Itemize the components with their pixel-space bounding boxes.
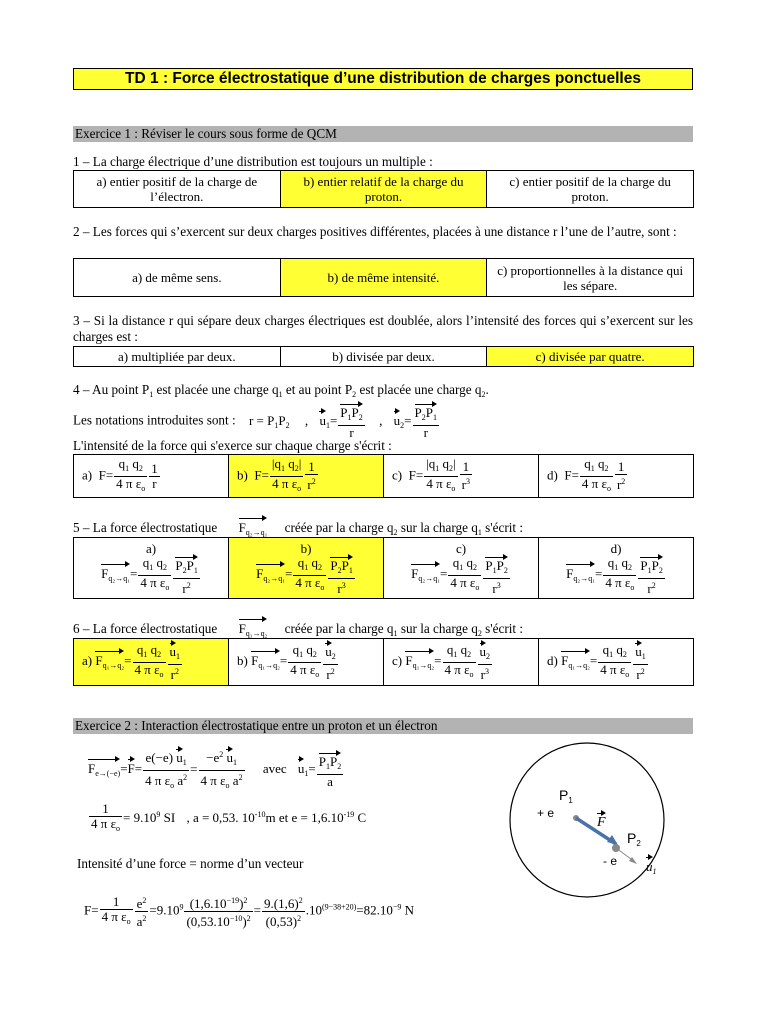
ex2-force-formula: $F_{e\to(-e)}=F=$ $\frac{e(-e) u_1}{4 \pi \varepsilon_o a^2}$ = $\frac{-e^2 u_1}{4 \pi \varepsilon_o a^2}$ avec $u_1=$ $\frac{P_1P_2}{a}$ [88,750,342,790]
q4-choice-a[interactable]: a) F= $\frac{q_1 q_2}{4 \pi \varepsilon_o}$ $\frac{1}{r}$ [74,455,229,498]
q2-choice-c[interactable]: c) proportionnelles à la distance qui les sépare. [487,259,694,297]
q4-choice-c[interactable]: c) F= $\frac{|q_1 q_2|}{4 \pi \varepsilon_o}$ $\frac{1}{r^3}$ [384,455,539,498]
ex2-constants: $\frac{1}{4 \pi \varepsilon_o}$ = $9.10^9$ SI , a = 0,53. $10^{-10}m$ et $e = 1,6.10^{-19}$ C [91,801,367,833]
exercise-2-header: Exercice 2 : Interaction électrostatique entre un proton et un électron [73,718,693,734]
label-minus-e: - e [603,854,618,868]
q4-choice-d[interactable]: d) F= $\frac{q_1 q_2}{4 \pi \varepsilon_o}$ $\frac{1}{r^2}$ [539,455,694,498]
question-4-intensity: L'intensité de la force qui s'exerce sur chaque charge s'écrit : [73,438,392,453]
question-3: 3 – Si la distance r qui sépare deux charges électriques est doublée, alors l’intensité des forces qui s’exercent sur les charges est : [73,313,693,344]
label-p1: $P_1$ [559,787,573,805]
q6-choice-d[interactable]: d) $F_{q_1\to q_2}=$ $\frac{q_1 q_2}{4 \pi \varepsilon_o}$ $\frac{u_1}{r^2}$ [539,639,694,686]
question-3-choices [73,346,694,367]
q5-choice-a[interactable]: a) $F_{q_2\to q_1}=$ $\frac{q_1 q_2}{4 \pi \varepsilon_o}$ $\frac{P_2P_1}{r^2}$ [74,538,229,599]
question-4: 4 – Au point $P_1$ est placée une charge $q_1$ et au point $P_2$ est placée une charge $q_2$. [73,382,489,399]
label-plus-e: + e [537,806,555,820]
question-1: 1 – La charge électrique d’une distribution est toujours un multiple : [73,154,433,169]
orbit-circle [510,743,664,897]
question-2: 2 – Les forces qui s’exercent sur deux charges positives différentes, placées à une distance r l’une de l’autre, sont : [73,224,677,239]
question-4-choices [73,454,694,498]
q6-choice-a[interactable]: a) $F_{q_1\to q_2}=$ $\frac{q_1 q_2}{4 \pi \varepsilon_o}$ $\frac{u_1}{r^2}$ [74,639,229,686]
label-force: F [597,812,606,831]
question-6: 6 – La force électrostatique $F_{q_1\to q_2}$ créée par la charge $q_1$ sur la charge $q_2$ s'écrit : [73,618,523,642]
q1-choice-a[interactable]: a) entier positif de la charge de l’électron. [74,171,281,208]
q5-choice-d[interactable]: d) $F_{q_2\to q_1}=$ $\frac{q_1 q_2}{4 \pi \varepsilon_o}$ $\frac{P_1P_2}{r^2}$ [539,538,694,599]
label-p2: $P_2$ [627,830,641,848]
q1-choice-c[interactable]: c) entier positif de la charge du proton. [487,171,694,208]
question-2-choices [73,258,694,297]
q2-choice-b[interactable]: b) de même intensité. [280,259,487,297]
question-6-choices [73,638,694,686]
q5-choice-b[interactable]: b) $F_{q_2\to q_1}=$ $\frac{q_1 q_2}{4 \pi \varepsilon_o}$ $\frac{P_2P_1}{r^3}$ [229,538,384,599]
q6-choice-b[interactable]: b) $F_{q_1\to q_2}=$ $\frac{q_1 q_2}{4 \pi \varepsilon_o}$ $\frac{u_2}{r^2}$ [229,639,384,686]
proton-electron-figure [490,740,690,900]
q5-choice-c[interactable]: c) $F_{q_2\to q_1}=$ $\frac{q_1 q_2}{4 \pi \varepsilon_o}$ $\frac{P_1P_2}{r^3}$ [384,538,539,599]
q3-choice-b[interactable]: b) divisée par deux. [280,347,487,367]
q3-choice-c[interactable]: c) divisée par quatre. [487,347,694,367]
q4-choice-b[interactable]: b) F= $\frac{|q_1 q_2|}{4 \pi \varepsilon_o}$ $\frac{1}{r^2}$ [229,455,384,498]
question-1-choices [73,170,694,208]
question-5-choices [73,537,694,599]
question-5: 5 – La force électrostatique $F_{q_2\to q_1}$ créée par la charge $q_2$ sur la charge $q_1$ s'écrit : [73,517,523,541]
q6-choice-c[interactable]: c) $F_{q_1\to q_2}=$ $\frac{q_1 q_2}{4 \pi \varepsilon_o}$ $\frac{u_2}{r^3}$ [384,639,539,686]
label-u1: $u_1$ [646,856,657,876]
q2-choice-a[interactable]: a) de même sens. [74,259,281,297]
q1-choice-b[interactable]: b) entier relatif de la charge du proton. [280,171,487,208]
question-4-notations: Les notations introduites sont : $r = P_1P_2$ , $u_1=$ $\frac{P_1P_2}{r}$ , $u_2=$ $\frac{P_2P_1}{r}$ [73,405,437,440]
ex2-intensity-formula: F= $\frac{1}{4 \pi \varepsilon_o}$ $\frac{e^2}{a^2}$ $=9.10^9$ $\frac{(1,6.10^{-19})^2}{(0,53.10^{-10})^2}$ = $\frac{9.(1,6)^2}{(0,53)^2}$ $.10^{(9-38+20)}=82.10^{-9}$ N [84,893,415,929]
ex2-norm-text: Intensité d’une force = norme d’un vecteur [77,856,304,871]
page-title: TD 1 : Force électrostatique d’une distribution de charges ponctuelles [73,68,693,90]
q3-choice-a[interactable]: a) multipliée par deux. [74,347,281,367]
exercise-1-header: Exercice 1 : Réviser le cours sous forme de QCM [73,126,693,142]
